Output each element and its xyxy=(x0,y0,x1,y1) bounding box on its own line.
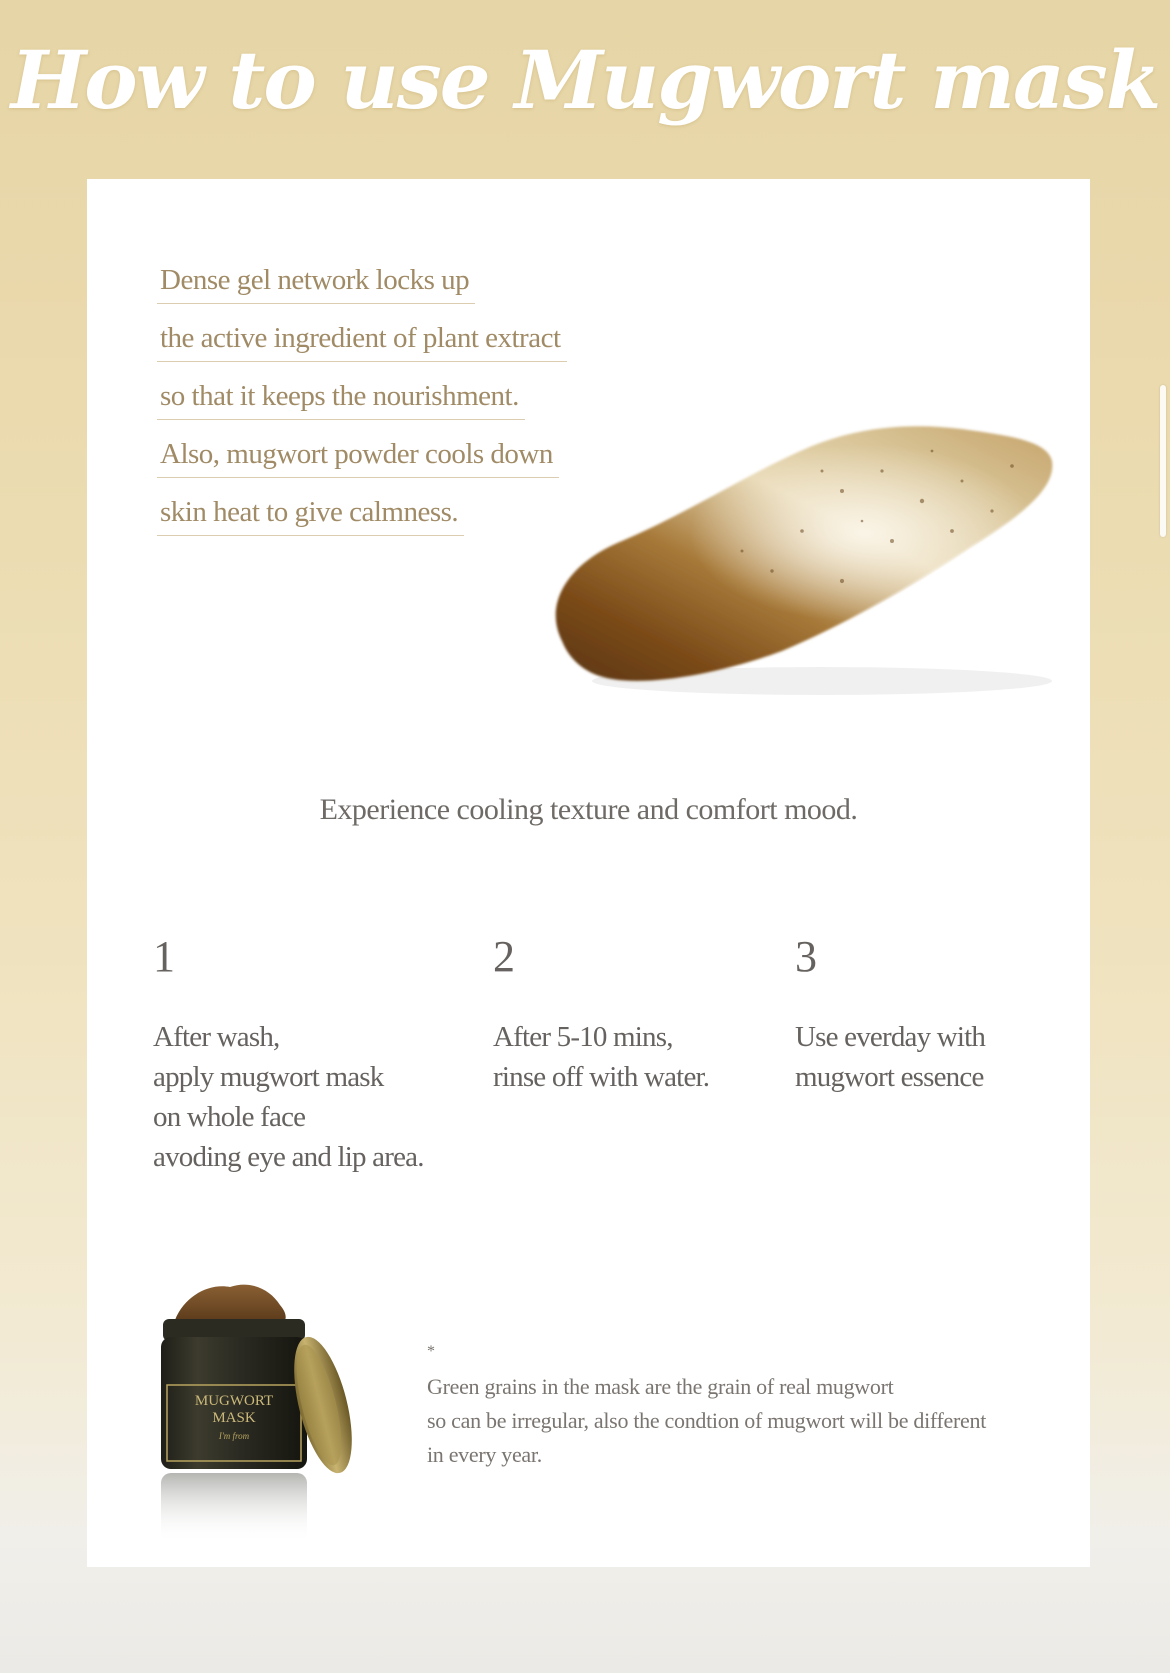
jar-label-line2: MASK xyxy=(212,1410,256,1426)
step-text: mugwort essence xyxy=(795,1061,984,1093)
footnote-text: Green grains in the mask are the grain of real mugwort xyxy=(427,1374,894,1399)
step-number: 2 xyxy=(493,932,515,981)
step-3 xyxy=(795,932,986,1097)
jar-label-line1: MUGWORT xyxy=(194,1393,274,1409)
jar-mask-content xyxy=(175,1285,286,1323)
step-number: 3 xyxy=(795,932,817,981)
tagline: Experience cooling texture and comfort mood. xyxy=(319,793,858,826)
mask-texture-image xyxy=(542,411,1062,711)
step-text: rinse off with water. xyxy=(493,1061,710,1093)
step-text: After wash, xyxy=(153,1021,280,1053)
step-text: avoding eye and lip area. xyxy=(153,1141,424,1173)
jar-reflection xyxy=(161,1473,307,1543)
intro-line: the active ingredient of plant extract xyxy=(157,319,567,362)
product-jar-image xyxy=(155,1275,365,1555)
step-text: After 5-10 mins, xyxy=(493,1021,673,1053)
scrollbar-thumb[interactable] xyxy=(1160,385,1166,537)
footnote-text: so can be irregular, also the condtion of mugwort will be different xyxy=(427,1408,987,1433)
step-text: Use everday with xyxy=(795,1021,986,1053)
smear-highlight xyxy=(556,426,1053,681)
step-number: 1 xyxy=(153,932,175,981)
step-2 xyxy=(493,932,710,1097)
footnote xyxy=(427,1342,986,1472)
intro-text xyxy=(157,261,567,551)
page-title: How to use Mugwort mask xyxy=(10,33,1160,127)
intro-line: skin heat to give calmness. xyxy=(157,493,464,536)
intro-line: Also, mugwort powder cools down xyxy=(157,435,559,478)
footnote-marker: * xyxy=(427,1343,435,1360)
step-1 xyxy=(153,932,424,1177)
footnote-text: in every year. xyxy=(427,1442,542,1467)
intro-line: so that it keeps the nourishment. xyxy=(157,377,525,420)
jar-brand: I'm from xyxy=(218,1431,250,1441)
step-text: on whole face xyxy=(153,1101,306,1133)
intro-line: Dense gel network locks up xyxy=(157,261,475,304)
step-text: apply mugwort mask xyxy=(153,1061,384,1093)
content-card xyxy=(87,179,1090,1567)
